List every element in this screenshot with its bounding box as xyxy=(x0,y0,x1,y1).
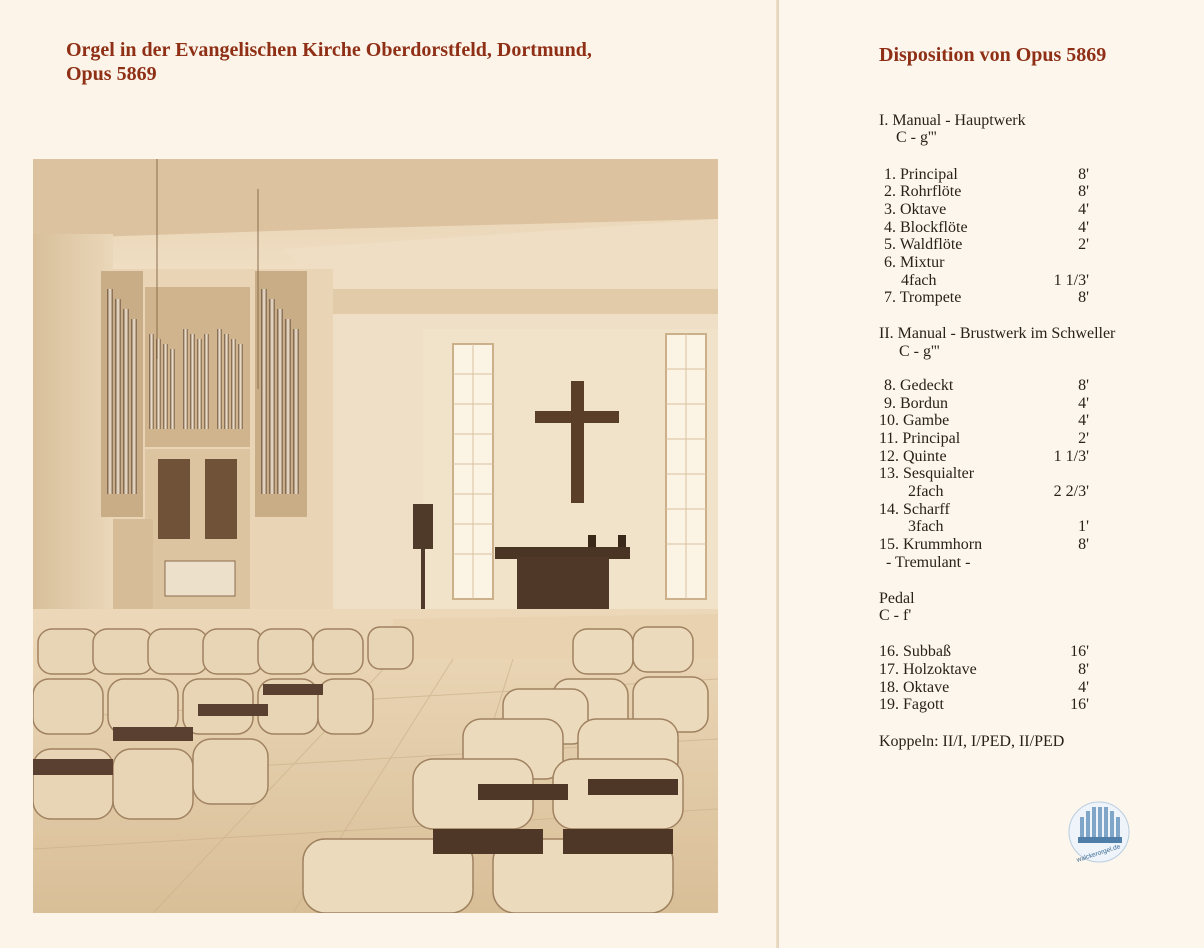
manual-1-range: C - g''' xyxy=(896,129,937,146)
stop-size: 4' xyxy=(1078,201,1089,218)
stop-size: 4' xyxy=(1078,412,1089,429)
stop-name: 16. Subbaß xyxy=(879,643,951,660)
tremulant: - Tremulant - xyxy=(886,554,971,571)
stop-name: 4fach xyxy=(901,272,937,289)
stop-size: 16' xyxy=(1070,643,1089,660)
stop-name: 18. Oktave xyxy=(879,679,950,696)
stop-name: 4. Blockflöte xyxy=(884,219,968,236)
stop-name: 15. Krummhorn xyxy=(879,536,983,553)
stop-size: 1 1/3' xyxy=(1053,448,1089,465)
stop-name: 5. Waldflöte xyxy=(884,236,963,253)
stop-size: 8' xyxy=(1078,166,1089,183)
stop-size: 2 2/3' xyxy=(1053,483,1089,500)
stop-size: 4' xyxy=(1078,395,1089,412)
stop-size: 8' xyxy=(1078,289,1089,306)
stop-size: 4' xyxy=(1078,679,1089,696)
stop-name: 2fach xyxy=(908,483,944,500)
stop-name: 13. Sesquialter xyxy=(879,465,975,482)
stop-name: 11. Principal xyxy=(879,430,961,447)
walcker-logo xyxy=(1066,799,1132,865)
pedal-range: C - f' xyxy=(879,607,912,624)
stop-size: 16' xyxy=(1070,696,1089,713)
stop-name: 9. Bordun xyxy=(884,395,948,412)
church-interior-photo xyxy=(33,159,718,913)
cross xyxy=(571,381,584,503)
stop-name: 2. Rohrflöte xyxy=(884,183,962,200)
stop-name: 19. Fagott xyxy=(879,696,944,713)
stop-name: 1. Principal xyxy=(884,166,958,183)
stop-name: 6. Mixtur xyxy=(884,254,945,271)
organ-title-line-2: Opus 5869 xyxy=(66,63,157,85)
stop-size: 8' xyxy=(1078,536,1089,553)
stop-size: 2' xyxy=(1078,236,1089,253)
stop-size: 8' xyxy=(1078,183,1089,200)
stop-size: 8' xyxy=(1078,661,1089,678)
disposition-title: Disposition von Opus 5869 xyxy=(879,44,1107,66)
stop-size: 1 1/3' xyxy=(1053,272,1089,289)
stop-size: 8' xyxy=(1078,377,1089,394)
logo-text: walckerorgel.de xyxy=(1075,843,1122,864)
candle-stand xyxy=(413,504,433,549)
pedal-heading: Pedal xyxy=(879,590,915,607)
stop-name: 17. Holzoktave xyxy=(879,661,977,678)
couplers: Koppeln: II/I, I/PED, II/PED xyxy=(879,733,1065,750)
manual-1-heading: I. Manual - Hauptwerk xyxy=(879,112,1026,129)
stop-name: 3. Oktave xyxy=(884,201,947,218)
organ-title xyxy=(66,38,706,86)
stop-name: 14. Scharff xyxy=(879,501,950,518)
stop-name: 12. Quinte xyxy=(879,448,947,465)
stop-size: 4' xyxy=(1078,219,1089,236)
stop-size: 1' xyxy=(1078,518,1089,535)
manual-2-range: C - g''' xyxy=(899,343,940,360)
stop-name: 3fach xyxy=(908,518,944,535)
organ-title-line-1: Orgel in der Evangelischen Kirche Oberdorstfeld, Dortmund, xyxy=(66,39,592,61)
stop-name: 7. Trompete xyxy=(884,289,962,306)
manual-2-heading: II. Manual - Brustwerk im Schweller xyxy=(879,325,1116,342)
stop-size: 2' xyxy=(1078,430,1089,447)
right-page xyxy=(779,0,1204,948)
stop-name: 8. Gedeckt xyxy=(884,377,954,394)
stop-name: 10. Gambe xyxy=(879,412,950,429)
